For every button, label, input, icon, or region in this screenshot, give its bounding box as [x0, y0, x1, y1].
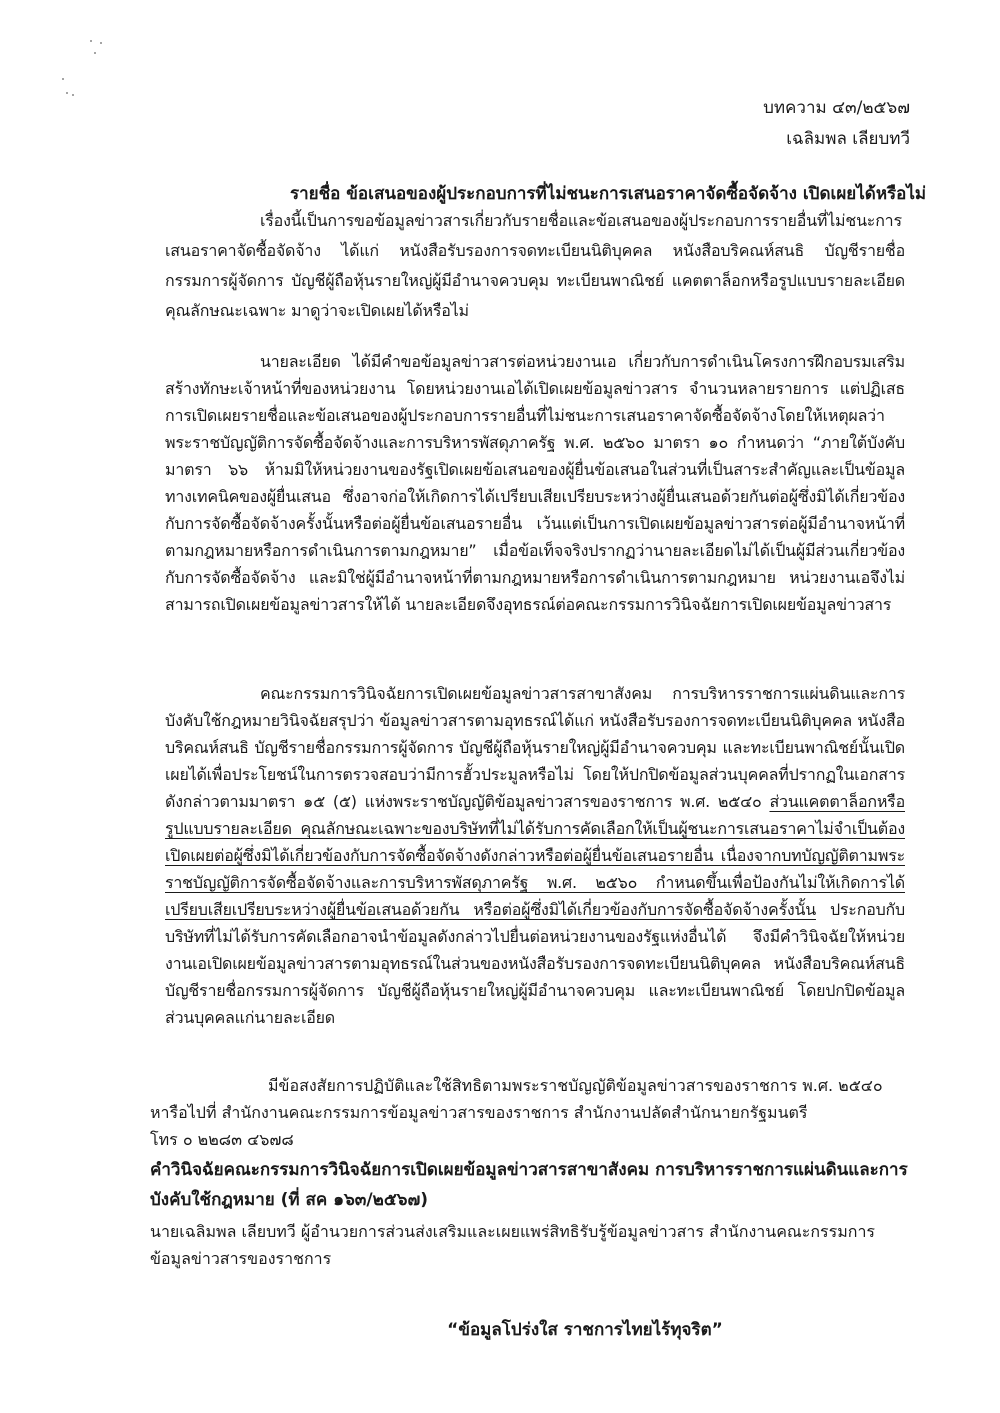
article-title: รายชื่อ ข้อเสนอของผู้ประกอบการที่ไม่ชนะการเสนอราคาจัดซื้อจัดจ้าง เปิดเผยได้หรือไม่ [290, 184, 927, 204]
decision-text-part-2: ประกอบกับบริษัทที่ไม่ได้รับการคัดเลือกอาจนำข้อมูลดังกล่าวไปยื่นต่อหน่วยงานของรัฐแห่งอื่นได้ จึงมีคำวินิจฉัยให้หน่วยงานเอเปิดเผยข้อมูลข่าวสารตามอุทธรณ์ในส่วนของหนังสือรับรองการจดทะเบียนนิติบุคคล หนังสือบริคณห์สนธิ บัญชีรายชื่อกรรมการผู้จัดการ บัญชีผู้ถือหุ้นรายใหญ่ผู้มีอำนาจควบคุม และทะเบียนพาณิชย์ โดยปกปิดข้อมูลส่วนบุคคลแก่นายละเอียด [165, 900, 905, 1027]
officer-credit: นายเฉลิมพล เลียบทวี ผู้อำนวยการส่วนส่งเสริมและเผยแพร่สิทธิรับรู้ข้อมูลข่าวสาร สำนักงานคณะกรรมการข้อมูลข่าวสารของราชการ [150, 1222, 876, 1268]
contact-phone: โทร ๐ ๒๒๘๓ ๔๖๗๘ [150, 1130, 294, 1149]
slogan-text: “ข้อมูลโปร่งใส ราชการไทยไร้ทุจริต” [447, 1320, 723, 1340]
contact-line-1: มีข้อสงสัยการปฏิบัติและใช้สิทธิตามพระราชบัญญัติข้อมูลข่าวสารของราชการ พ.ศ. ๒๕๔๐ [268, 1076, 883, 1095]
decision-reference: คำวินิจฉัยคณะกรรมการวินิจฉัยการเปิดเผยข้อมูลข่าวสารสาขาสังคม การบริหารราชการแผ่นดินและการบังคับใช้กฎหมาย (ที่ สค ๑๖๓/๒๕๖๗) [150, 1160, 908, 1210]
contact-line-2: หารือไปที่ สำนักงานคณะกรรมการข้อมูลข่าวสารของราชการ สำนักงานปลัดสำนักนายกรัฐมนตรี [150, 1103, 808, 1122]
decision-text-underlined: ส่วนแคตตาล็อกหรือรูปแบบรายละเอียด คุณลักษณะเฉพาะของบริษัทที่ไม่ได้รับการคัดเลือกให้เป็นผู้ชนะการเสนอราคาไม่จำเป็นต้องเปิดเผยต่อผู้ซึ่งมิได้เกี่ยวข้องกับการจัดซื้อจัดจ้างดังกล่าวหรือต่อผู้ยื่นข้อเสนอรายอื่น เนื่องจากบทบัญญัติตามพระราชบัญญัติการจัดซื้อจัดจ้างและการบริหารพัสดุภาครัฐ พ.ศ. ๒๕๖๐ กำหนดขึ้นเพื่อป้องกันไม่ให้เกิดการได้เปรียบเสียเปรียบระหว่างผู้ยื่นข้อเสนอด้วยกัน หรือต่อผู้ซึ่งมิได้เกี่ยวข้องกับการจัดซื้อจัดจ้างครั้งนั้น [165, 792, 905, 919]
scan-specks [60, 38, 120, 108]
decision-text-part-1: คณะกรรมการวินิจฉัยการเปิดเผยข้อมูลข่าวสารสาขาสังคม การบริหารราชการแผ่นดินและการบังคับใช้กฎหมายวินิจฉัยสรุปว่า ข้อมูลข่าวสารตามอุทธรณ์ได้แก่ หนังสือรับรองการจดทะเบียนนิติบุคคล หนังสือบริคณห์สนธิ บัญชีรายชื่อกรรมการผู้จัดการ บัญชีผู้ถือหุ้นรายใหญ่ผู้มีอำนาจควบคุม และทะเบียนพาณิชย์นั้นเปิดเผยได้เพื่อประโยชน์ในการตรวจสอบว่ามีการฮั้วประมูลหรือไม่ โดยให้ปกปิดข้อมูลส่วนบุคคลที่ปรากฏในเอกสารดังกล่าวตามมาตรา ๑๕ (๕) แห่งพระราชบัญญัติข้อมูลข่าวสารของราชการ พ.ศ. ๒๕๔๐ [165, 684, 905, 811]
slogan [0, 1316, 1000, 1343]
contact-info [150, 1072, 920, 1153]
paragraph-intro: เรื่องนี้เป็นการขอข้อมูลข่าวสารเกี่ยวกับรายชื่อและข้อเสนอของผู้ประกอบการรายอื่นที่ไม่ชนะการเสนอราคาจัดซื้อจัดจ้าง ได้แก่ หนังสือรับรองการจดทะเบียนนิติบุคคล หนังสือบริคณห์สนธิ บัญชีรายชื่อกรรมการผู้จัดการ บัญชีผู้ถือหุ้นรายใหญ่ผู้มีอำนาจควบคุม ทะเบียนพาณิชย์ แคตตาล็อกหรือรูปแบบรายละเอียดคุณลักษณะเฉพาะ มาดูว่าจะเปิดเผยได้หรือไม่ [165, 211, 905, 320]
paragraph-decision [165, 680, 905, 1031]
paragraph-facts: นายละเอียด ได้มีคำขอข้อมูลข่าวสารต่อหน่วยงานเอ เกี่ยวกับการดำเนินโครงการฝึกอบรมเสริมสร้างทักษะเจ้าหน้าที่ของหน่วยงาน โดยหน่วยงานเอได้เปิดเผยข้อมูลข่าวสาร จำนวนหลายรายการ แต่ปฏิเสธการเปิดเผยรายชื่อและข้อเสนอของผู้ประกอบการรายอื่นที่ไม่ชนะการเสนอราคาจัดซื้อจัดจ้างโดยให้เหตุผลว่า พระราชบัญญัติการจัดซื้อจัดจ้างและการบริหารพัสดุภาครัฐ พ.ศ. ๒๕๖๐ มาตรา ๑๐ กำหนดว่า “ภายใต้บังคับมาตรา ๖๖ ห้ามมิให้หน่วยงานของรัฐเปิดเผยข้อเสนอของผู้ยื่นข้อเสนอในส่วนที่เป็นสาระสำคัญและเป็นข้อมูลทางเทคนิคของผู้ยื่นเสนอ ซึ่งอาจก่อให้เกิดการได้เปรียบเสียเปรียบระหว่างผู้ยื่นเสนอด้วยกันต่อผู้ซึ่งมิได้เกี่ยวข้องกับการจัดซื้อจัดจ้างครั้งนั้นหรือต่อผู้ยื่นข้อเสนอรายอื่น เว้นแต่เป็นการเปิดเผยข้อมูลข่าวสารต่อผู้มีอำนาจหน้าที่ตามกฎหมายหรือการดำเนินการตามกฎหมาย” เมื่อข้อเท็จจริงปรากฏว่านายละเอียดไม่ได้เป็นผู้มีส่วนเกี่ยวข้องกับการจัดซื้อจัดจ้าง และมิใช่ผู้มีอำนาจหน้าที่ตามกฎหมายหรือการดำเนินการตามกฎหมาย หน่วยงานเอจึงไม่สามารถเปิดเผยข้อมูลข่าวสารให้ได้ นายละเอียดจึงอุทธรณ์ต่อคณะกรรมการวินิจฉัยการเปิดเผยข้อมูลข่าวสาร [165, 352, 905, 614]
article-number: บทความ ๔๓/๒๕๖๗ [763, 98, 910, 118]
article-author: เฉลิมพล เลียบทวี [786, 129, 910, 149]
